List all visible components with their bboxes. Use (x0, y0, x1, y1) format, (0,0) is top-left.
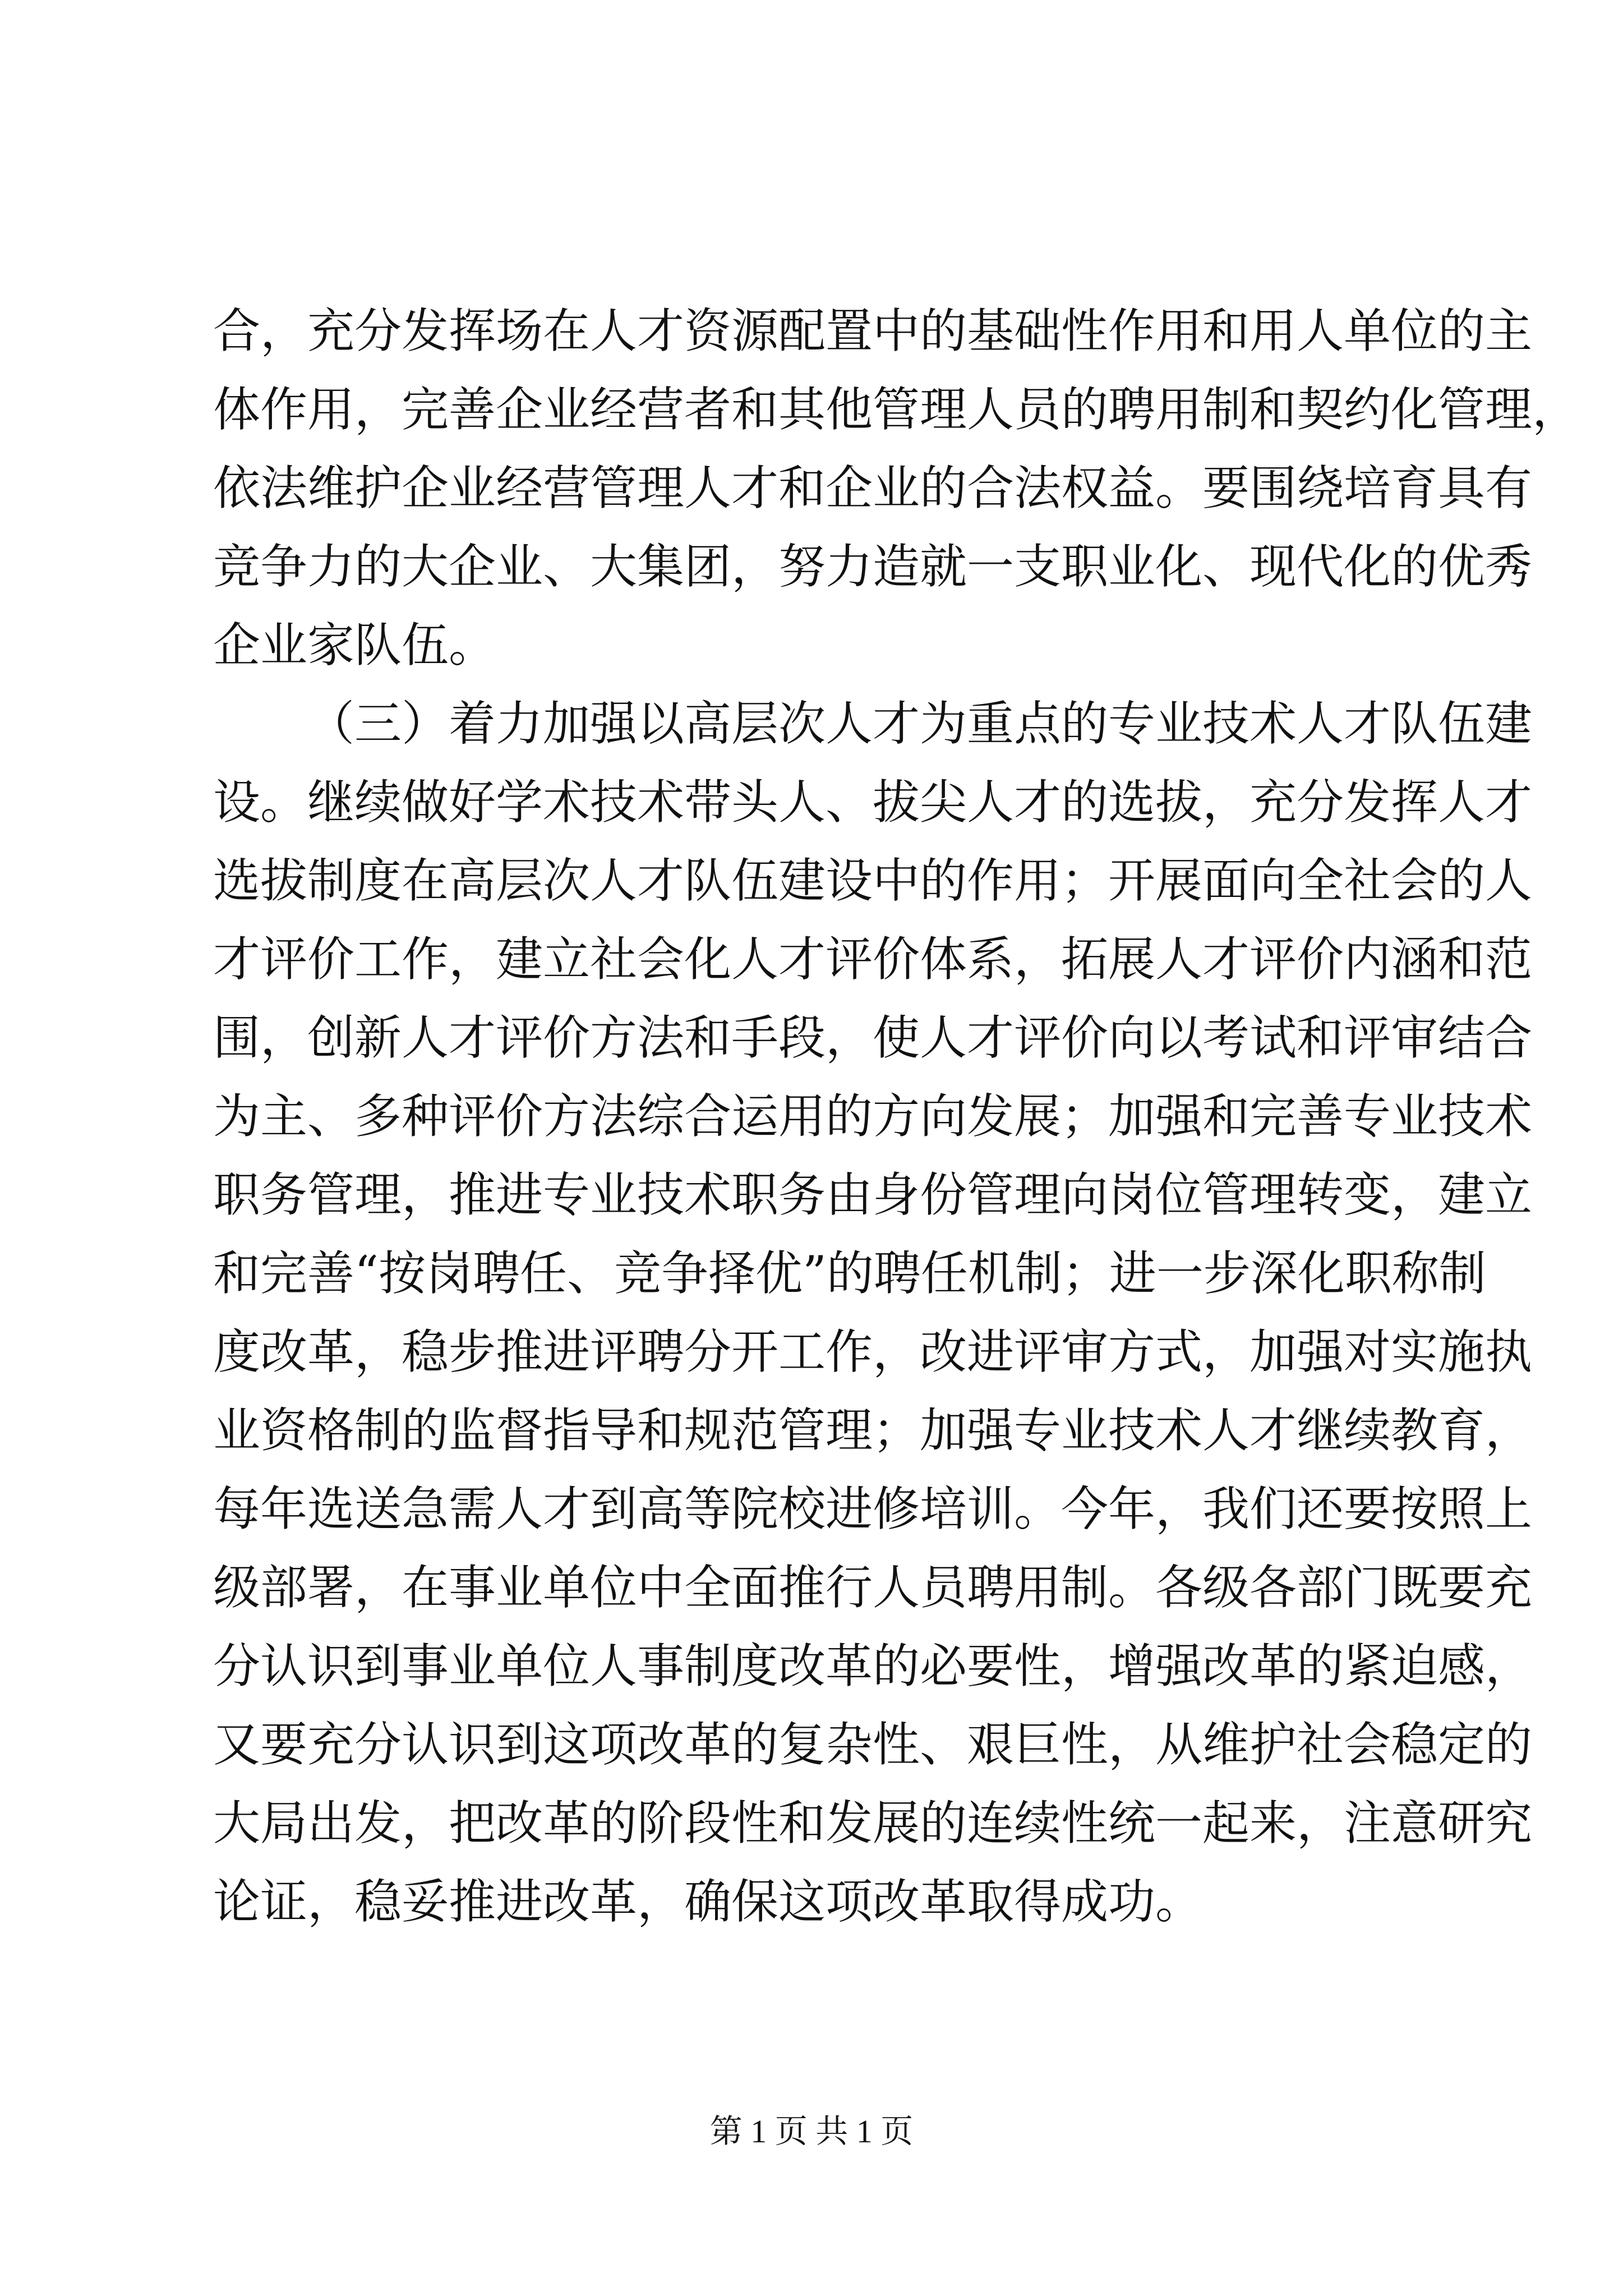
page-footer: 第 1 页 共 1 页 (709, 2113, 914, 2150)
text-line: 体作用，完善企业经营者和其他管理人员的聘用制和契约化管理， (213, 382, 1580, 437)
text-line: 度改革，稳步推进评聘分开工作，改进评审方式，加强对实施执 (213, 1324, 1533, 1379)
text-line: 为主、多种评价方法综合运用的方向发展；加强和完善专业技术 (213, 1089, 1533, 1144)
text-line: 分认识到事业单位人事制度改革的必要性，增强改革的紧迫感， (213, 1639, 1533, 1694)
text-line: 企业家队伍。 (213, 618, 496, 673)
text-line: 又要充分认识到这项改革的复杂性、艰巨性，从维护社会稳定的 (213, 1717, 1533, 1772)
text-line: 设。继续做好学术技术带头人、拔尖人才的选拔，充分发挥人才 (213, 775, 1533, 830)
text-line: 选拔制度在高层次人才队伍建设中的作用；开展面向全社会的人 (213, 853, 1533, 908)
text-line: 才评价工作，建立社会化人才评价体系，拓展人才评价内涵和范 (213, 932, 1533, 987)
text-line: 论证，稳妥推进改革，确保这项改革取得成功。 (213, 1874, 1203, 1929)
paragraph-first-line: （三）着力加强以高层次人才为重点的专业技术人才队伍建 (307, 696, 1533, 751)
text-line: 和完善“按岗聘任、竞争择优”的聘任机制；进一步深化职称制 (213, 1246, 1486, 1301)
text-line: 围，创新人才评价方法和手段，使人才评价向以考试和评审结合 (213, 1010, 1533, 1065)
text-line: 职务管理，推进专业技术职务由身份管理向岗位管理转变，建立 (213, 1167, 1533, 1222)
text-line: 合，充分发挥场在人才资源配置中的基础性作用和用人单位的主 (213, 303, 1533, 358)
text-line: 每年选送急需人才到高等院校进修培训。今年，我们还要按照上 (213, 1481, 1533, 1536)
text-line: 大局出发，把改革的阶段性和发展的连续性统一起来，注意研究 (213, 1796, 1533, 1851)
text-line: 级部署，在事业单位中全面推行人员聘用制。各级各部门既要充 (213, 1560, 1533, 1615)
text-line: 业资格制的监督指导和规范管理；加强专业技术人才继续教育， (213, 1403, 1533, 1458)
text-line: 依法维护企业经营管理人才和企业的合法权益。要围绕培育具有 (213, 461, 1533, 516)
text-line: 竞争力的大企业、大集团，努力造就一支职业化、现代化的优秀 (213, 539, 1533, 594)
